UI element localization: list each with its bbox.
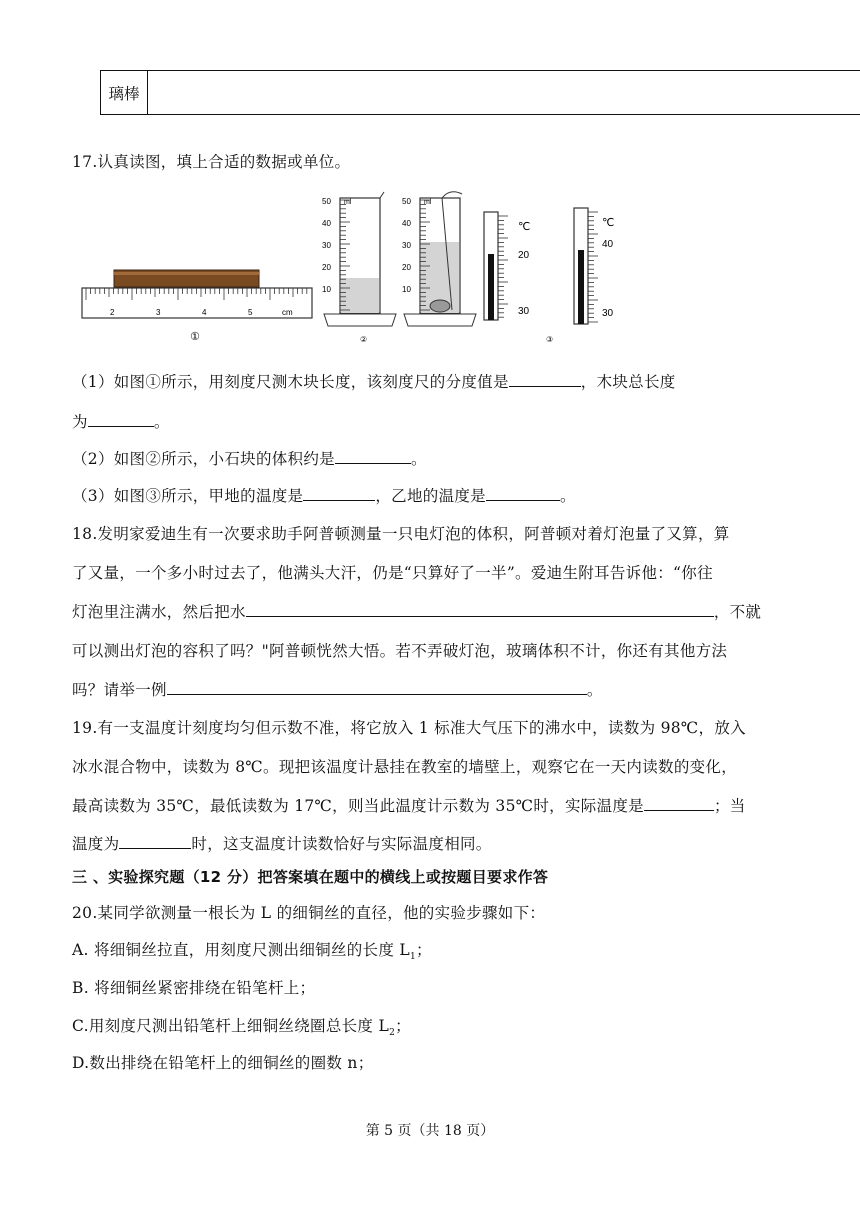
q17-blank-division[interactable]: [509, 372, 581, 387]
q19-line3: 最高读数为 35℃，最低读数为 17℃，则当此温度计示数为 35℃时，实际温度是 ；当: [72, 797, 746, 815]
q19-line1: 19.有一支温度计刻度均匀但示数不准，将它放入 1 标准大气压下的沸水中，读数为 98℃，放入: [72, 719, 746, 737]
svg-text:40: 40: [322, 219, 331, 228]
table-cell-label: 璃棒: [101, 71, 148, 114]
q18-blank-1[interactable]: [246, 602, 714, 617]
q17-blank-length[interactable]: [88, 412, 154, 427]
q17-sub1-line1: （1）如图①所示，用刻度尺测木块长度，该刻度尺的分度值是 ，木块总长度: [72, 373, 676, 391]
q20-step-d: D.数出排绕在铅笔杆上的细铜丝的圈数 n；: [72, 1054, 374, 1072]
q20-step-b: B. 将细铜丝紧密排绕在铅笔杆上；: [72, 979, 316, 997]
svg-text:20: 20: [518, 250, 530, 261]
q19-line4: 温度为 时，这支温度计读数恰好与实际温度相同。: [72, 835, 492, 853]
q19-line2: 冰水混合物中，读数为 8℃。现把该温度计悬挂在教室的墙壁上，观察它在一天内读数的变化，: [72, 758, 738, 776]
thermometer-2: [574, 208, 614, 324]
svg-text:20: 20: [402, 263, 411, 272]
svg-text:40: 40: [602, 239, 614, 250]
svg-text:30: 30: [602, 308, 614, 319]
q20-step-a: A. 将细铜丝拉直，用刻度尺测出细铜丝的长度 $L_1$；: [72, 941, 432, 963]
q18-line1: 18.发明家爱迪生有一次要求助手阿普顿测量一只电灯泡的体积，阿普顿对着灯泡量了又算，算: [72, 525, 730, 543]
q18-line4: 可以测出灯泡的容积了吗？"阿普顿恍然大悟。若不弄破灯泡，玻璃体积不计，你还有其他方法: [72, 642, 728, 660]
q18-line5: 吗？请举一例 。: [72, 681, 603, 699]
measuring-cylinder-1: [322, 192, 396, 344]
q17-sub3: （3）如图③所示，甲地的温度是 ，乙地的温度是 。: [72, 487, 576, 505]
q19-blank-1[interactable]: [644, 796, 714, 811]
ruler-label-2: 2: [110, 308, 115, 317]
svg-text:ml: ml: [344, 199, 352, 206]
q18-line3: 灯泡里注满水，然后把水 ，不就: [72, 603, 762, 621]
svg-text:30: 30: [518, 306, 530, 317]
q17-blank-temp-a[interactable]: [303, 486, 375, 501]
svg-text:40: 40: [402, 219, 411, 228]
caption-2: ②: [360, 335, 368, 344]
ruler-label-5: 5: [248, 308, 253, 317]
q17-blank-volume[interactable]: [335, 449, 411, 464]
q17-sub1-line2: 为 。: [72, 413, 170, 431]
svg-text:℃: ℃: [602, 216, 615, 229]
ruler-label-4: 4: [202, 308, 207, 317]
q18-line2: 了又量，一个多小时过去了，他满头大汗，仍是“只算好了一半”。爱迪生附耳告诉他：“你往: [72, 564, 713, 582]
ruler-unit: cm: [282, 308, 293, 317]
ruler-with-block: [82, 270, 312, 343]
q17-figure: [72, 190, 632, 350]
q17-prompt: 17.认真读图，填上合适的数据或单位。: [72, 153, 351, 171]
ruler-label-3: 3: [156, 308, 161, 317]
caption-3: ③: [546, 335, 554, 344]
svg-text:50: 50: [322, 197, 331, 206]
svg-text:10: 10: [322, 285, 331, 294]
ruler-body: [82, 288, 312, 318]
q20-step-c: C.用刻度尺测出铅笔杆上细铜丝绕圈总长度 $L_2$；: [72, 1017, 411, 1039]
svg-text:50: 50: [402, 197, 411, 206]
measuring-cylinder-2: [402, 192, 476, 326]
q19-blank-2[interactable]: [119, 834, 191, 849]
section-3-title: 三 、实验探究题（12 分）把答案填在题中的横线上或按题目要求作答: [72, 868, 549, 886]
svg-text:30: 30: [402, 241, 411, 250]
q17-sub2: （2）如图②所示，小石块的体积约是 。: [72, 450, 427, 468]
svg-text:ml: ml: [424, 199, 432, 206]
q17-blank-temp-b[interactable]: [486, 486, 560, 501]
thermometer-1: [484, 212, 553, 344]
svg-text:℃: ℃: [518, 220, 531, 233]
answer-table-row: [100, 70, 860, 115]
page-footer: 第 5 页（共 18 页）: [365, 1123, 495, 1139]
svg-text:20: 20: [322, 263, 331, 272]
svg-text:30: 30: [322, 241, 331, 250]
caption-1: ①: [190, 330, 200, 343]
q20-line1: 20.某同学欲测量一根长为 L 的细铜丝的直径，他的实验步骤如下：: [72, 904, 546, 922]
svg-text:10: 10: [402, 285, 411, 294]
wood-grain: [114, 272, 259, 275]
q18-blank-2[interactable]: [167, 680, 587, 695]
